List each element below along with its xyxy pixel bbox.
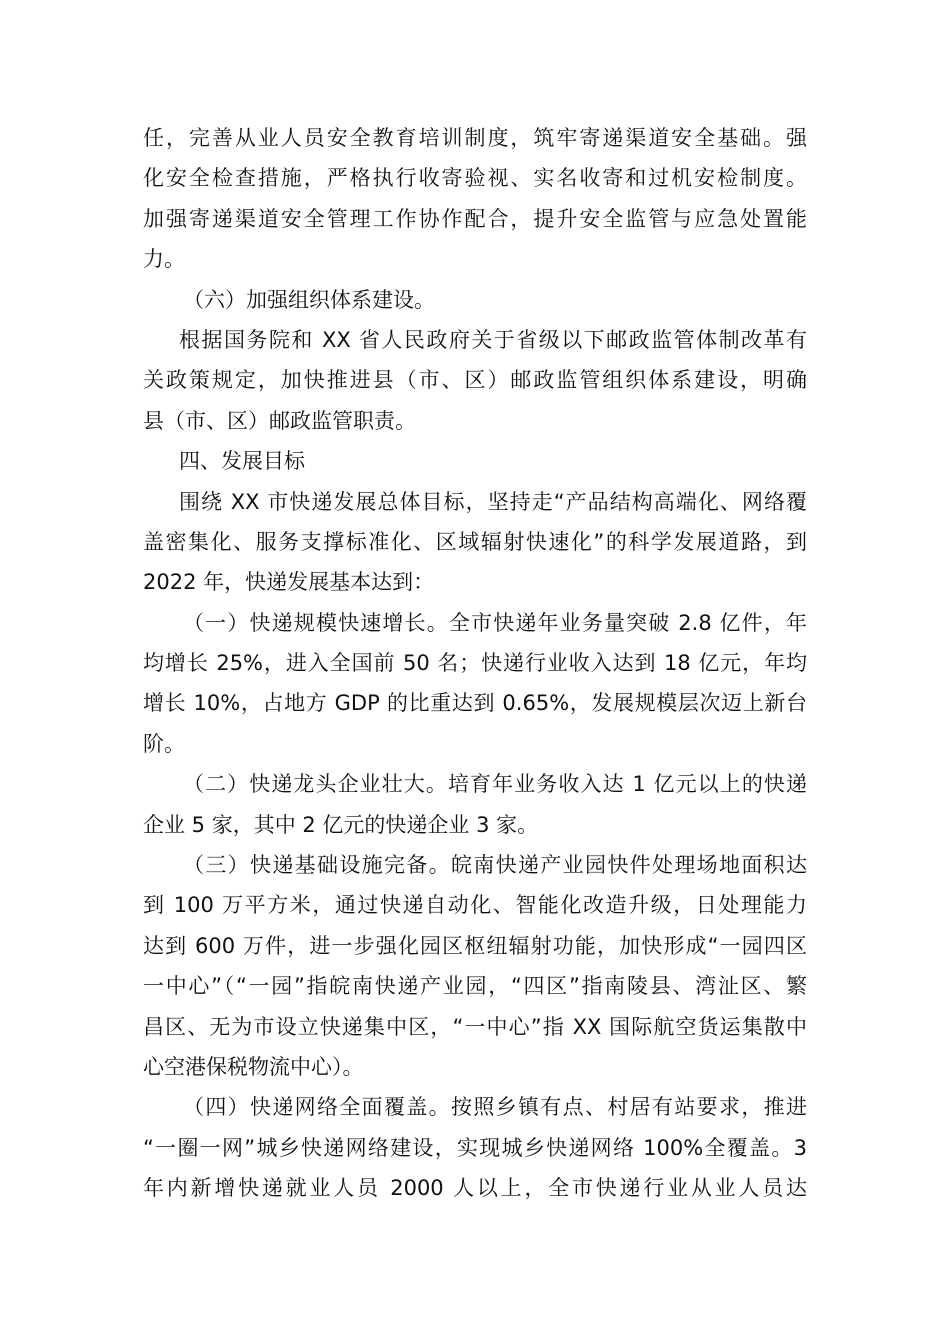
text-line: 企业 5 家，其中 2 亿元的快递企业 3 家。 xyxy=(143,812,539,837)
text-line: 任，完善从业人员安全教育培训制度，筑牢寄递渠道安全基础。强 xyxy=(143,126,807,150)
section-heading: （六）加强组织体系建设。 xyxy=(183,287,435,312)
text-line: 增长 10%，占地方 GDP 的比重达到 0.65%，发展规模层次迈上新台 xyxy=(143,691,807,716)
text-line: 围绕 XX 市快递发展总体目标，坚持走“产品结构高端化、网络覆 xyxy=(179,489,807,514)
text-line: 2022 年，快递发展基本达到： xyxy=(143,570,435,595)
text-line: 昌区、无为市设立快递集中区，“一中心”指 XX 国际航空货运集散中 xyxy=(143,1014,807,1039)
text-line: 心空港保税物流中心）。 xyxy=(143,1054,364,1079)
text-line: （二）快递龙头企业壮大。培育年业务收入达 1 亿元以上的快递 xyxy=(183,772,807,797)
text-line: 化安全检查措施，严格执行收寄验视、实名收寄和过机安检制度。 xyxy=(143,166,807,191)
section-heading: 四、发展目标 xyxy=(179,449,305,474)
text-line: （一）快递规模快速增长。全市快递年业务量突破 2.8 亿件，年 xyxy=(183,610,807,635)
text-line: 一中心”（“一园”指皖南快递产业园，“四区”指南陵县、湾沚区、繁 xyxy=(143,974,807,999)
text-line: 均增长 25%，进入全国前 50 名；快递行业收入达到 18 亿元，年均 xyxy=(143,651,807,676)
text-line: （三）快递基础设施完备。皖南快递产业园快件处理场地面积达 xyxy=(183,853,807,878)
text-line: 阶。 xyxy=(143,731,185,756)
text-line: 加强寄递渠道安全管理工作协作配合，提升安全监管与应急处置能 xyxy=(143,206,807,231)
text-line: 年内新增快递就业人员 2000 人以上，全市快递行业从业人员达 xyxy=(143,1176,807,1201)
text-line: 根据国务院和 XX 省人民政府关于省级以下邮政监管体制改革有 xyxy=(179,327,807,352)
text-line: （四）快递网络全面覆盖。按照乡镇有点、村居有站要求，推进 xyxy=(183,1095,807,1120)
text-line: 县（市、区）邮政监管职责。 xyxy=(143,408,416,433)
text-line: 关政策规定，加快推进县（市、区）邮政监管组织体系建设，明确 xyxy=(143,368,807,393)
text-line: 盖密集化、服务支撑标准化、区域辐射快速化”的科学发展道路，到 xyxy=(143,529,807,554)
text-line: 到 100 万平方米，通过快递自动化、智能化改造升级，日处理能力 xyxy=(143,893,807,918)
text-line: 力。 xyxy=(143,247,185,272)
text-line: “一圈一网”城乡快递网络建设，实现城乡快递网络 100%全覆盖。3 xyxy=(143,1135,807,1160)
text-line: 达到 600 万件，进一步强化园区枢纽辐射功能，加快形成“一园四区 xyxy=(143,933,807,958)
document-body xyxy=(143,118,807,1209)
